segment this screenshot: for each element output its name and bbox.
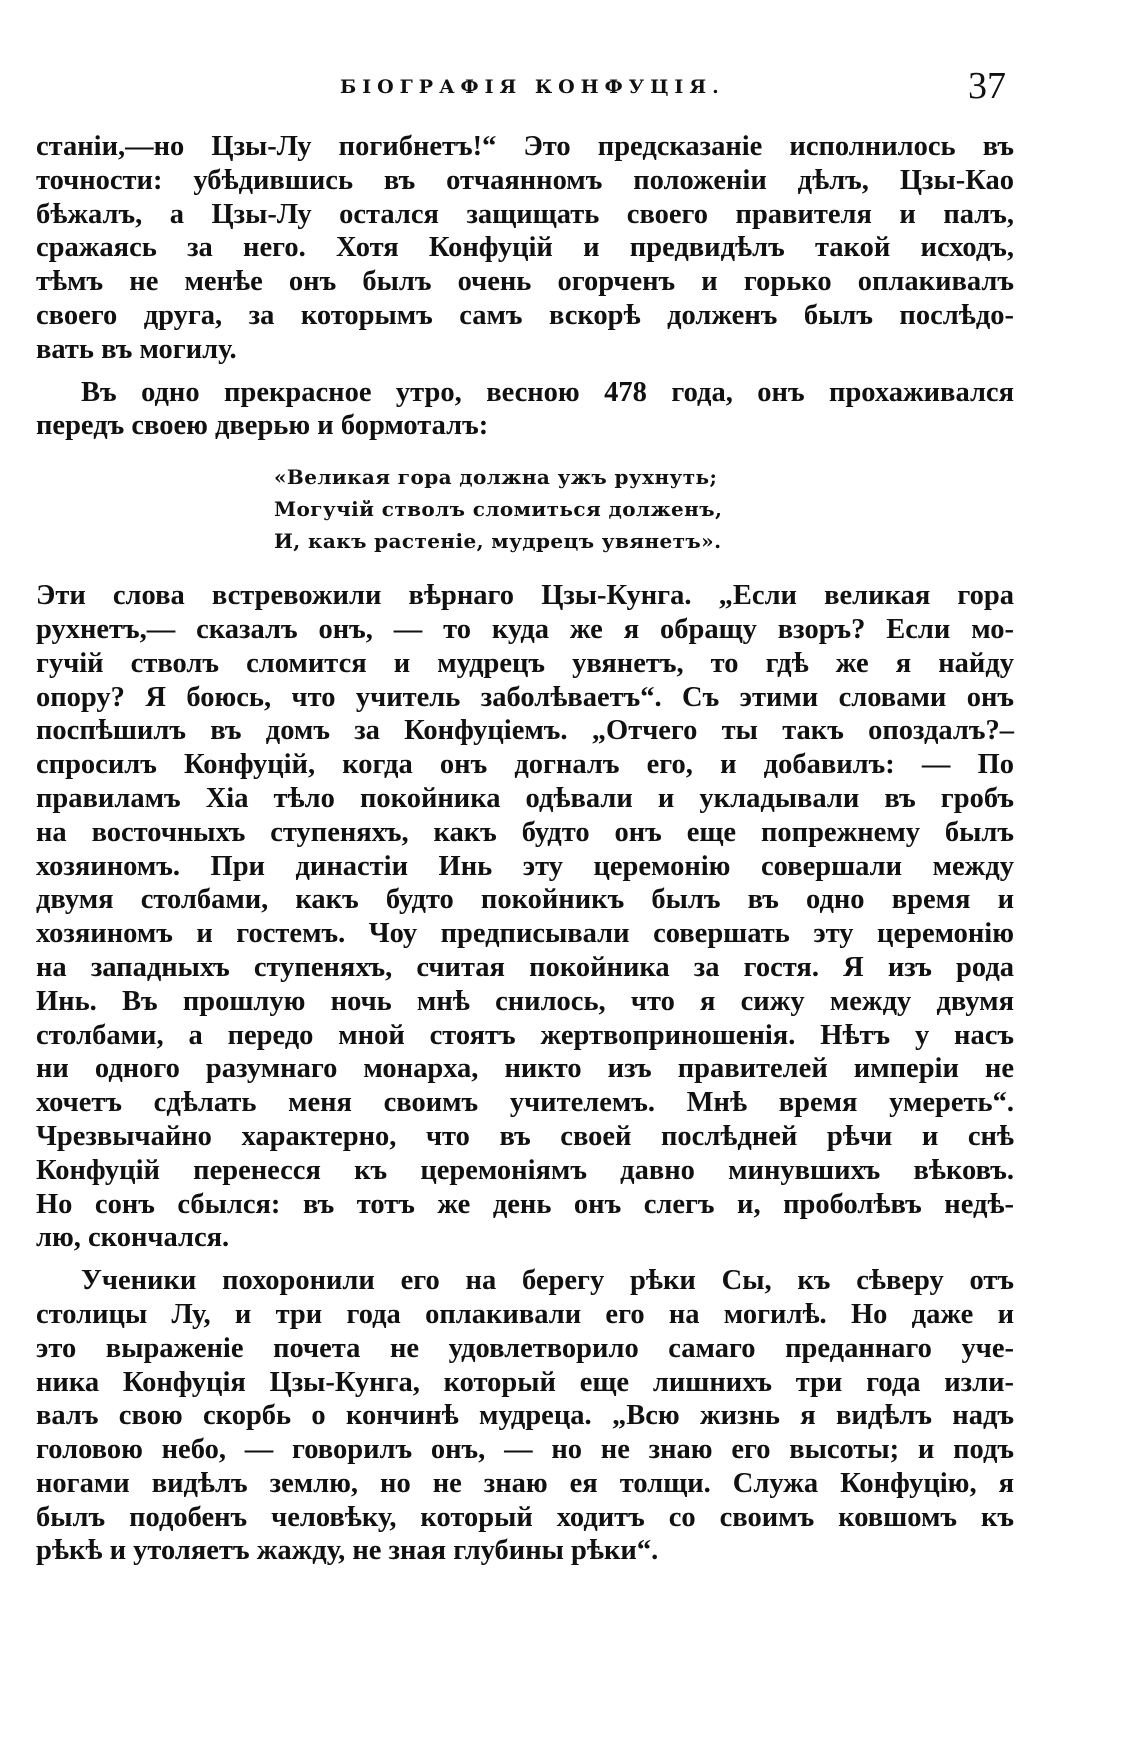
text-line: тѣмъ не менѣе онъ былъ очень огорченъ и горько оплакивалъ xyxy=(36,266,1014,298)
text-line: станіи,—но Цзы-Лу погибнетъ!“ Это предсказаніе исполнилось въ xyxy=(36,131,1014,162)
text-line: Чрезвычайно характерно, что въ своей послѣдней рѣчи и снѣ xyxy=(36,1120,1014,1152)
text-line: сражаясь за него. Хотя Конфуцій и предвидѣлъ такой исходъ, xyxy=(36,232,1014,264)
text-line: Эти слова встревожили вѣрнаго Цзы-Кунга. „Если великая гора xyxy=(36,580,1014,612)
text-line: былъ подобенъ человѣку, который ходитъ со своимъ ковшомъ къ xyxy=(36,1501,1014,1533)
poem-line: И, какъ растеніе, мудрецъ увянетъ». xyxy=(274,529,722,554)
text-line: рухнетъ,— сказалъ онъ, — то куда же я обращу взоръ? Если мо- xyxy=(36,613,1014,645)
poem-line: «Великая гора должна ужъ рухнуть; xyxy=(274,465,718,490)
text-line: ника Конфуція Цзы-Кунга, который еще лишнихъ три года изли- xyxy=(36,1366,1014,1398)
paragraph xyxy=(36,376,1014,444)
poem-quote xyxy=(36,461,1014,557)
paragraph xyxy=(36,579,1014,1255)
running-head xyxy=(0,64,1140,114)
page-number: 37 xyxy=(968,65,1006,107)
text-line: Ученики похоронили его на берегу рѣки Сы, къ сѣверу отъ xyxy=(81,1265,1014,1297)
text-line: столбами, а передо мной стоятъ жертвоприношенія. Нѣтъ у насъ xyxy=(36,1019,1014,1051)
text-line: хозяиномъ. При династіи Инь эту церемонію совершали между xyxy=(36,850,1014,882)
text-line: бѣжалъ, а Цзы-Лу остался защищать своего правителя и палъ, xyxy=(36,198,1014,230)
text-line: правиламъ Хіа тѣло покойника одѣвали и укладывали въ гробъ xyxy=(36,782,1014,814)
text-line: лю, скончался. xyxy=(36,1222,230,1254)
text-line: Инь. Въ прошлую ночь мнѣ снилось, что я сижу между двумя xyxy=(36,985,1014,1017)
text-line: хозяиномъ и гостемъ. Чоу предписывали совершать эту церемонію xyxy=(36,918,1014,950)
text-line: на западныхъ ступеняхъ, считая покойника за гостя. Я изъ рода xyxy=(36,951,1014,983)
text-line: двумя столбами, какъ будто покойникъ былъ въ одно время и xyxy=(36,884,1014,916)
poem-line: Могучій стволъ сломиться долженъ, xyxy=(274,497,723,522)
text-line: точности: убѣдившись въ отчаянномъ положеніи дѣлъ, Цзы-Као xyxy=(36,164,1014,196)
text-line: головою небо, — говорилъ онъ, — но не знаю его высоты; и подъ xyxy=(36,1434,1014,1466)
text-line: своего друга, за которымъ самъ вскорѣ долженъ былъ послѣдо- xyxy=(36,299,1014,331)
text-line: столицы Лу, и три года оплакивали его на могилѣ. Но даже и xyxy=(36,1298,1014,1330)
text-line: ни одного разумнаго монарха, никто изъ правителей имперіи не xyxy=(36,1053,1014,1085)
text-line: вать въ могилу. xyxy=(36,333,237,365)
paragraph xyxy=(36,130,1014,367)
text-line: Но сонъ сбылся: въ тотъ же день онъ слегъ и, проболѣвъ недѣ- xyxy=(36,1188,1014,1220)
text-line: спросилъ Конфуцій, когда онъ догналъ его, и добавилъ: — По xyxy=(36,749,1014,781)
text-line: гучій стволъ сломится и мудрецъ увянетъ, то гдѣ же я найду xyxy=(36,647,1014,679)
text-line: на восточныхъ ступеняхъ, какъ будто онъ еще попрежнему былъ xyxy=(36,816,1014,848)
text-line: передъ своею дверью и бормоталъ: xyxy=(36,410,489,442)
text-line: хочетъ сдѣлать меня своимъ учителемъ. Мнѣ время умереть“. xyxy=(36,1087,1014,1119)
paragraph xyxy=(36,1264,1014,1568)
text-line: валъ свою скорбь о кончинѣ мудреца. „Всю жизнь я видѣлъ надъ xyxy=(36,1400,1014,1432)
text-line: рѣкѣ и утоляетъ жажду, не зная глубины рѣки“. xyxy=(36,1535,659,1567)
text-line: ногами видѣлъ землю, но не знаю ея толщи. Служа Конфуцію, я xyxy=(36,1467,1014,1499)
text-line: поспѣшилъ въ домъ за Конфуціемъ. „Отчего ты такъ опоздалъ?– xyxy=(36,715,1014,747)
text-line: опору? Я боюсь, что учитель заболѣваетъ“. Съ этими словами онъ xyxy=(36,681,1014,713)
running-title: БІОГРАФІЯ КОНФУЦІЯ. xyxy=(340,76,725,98)
text-line: Въ одно прекрасное утро, весною 478 года, онъ прохаживался xyxy=(81,376,1014,408)
text-line: Конфуцій перенесся къ церемоніямъ давно минувшихъ вѣковъ. xyxy=(36,1154,1014,1186)
body-text xyxy=(36,130,1014,1568)
text-line: это выраженіе почета не удовлетворило самаго преданнаго уче- xyxy=(36,1332,1014,1364)
